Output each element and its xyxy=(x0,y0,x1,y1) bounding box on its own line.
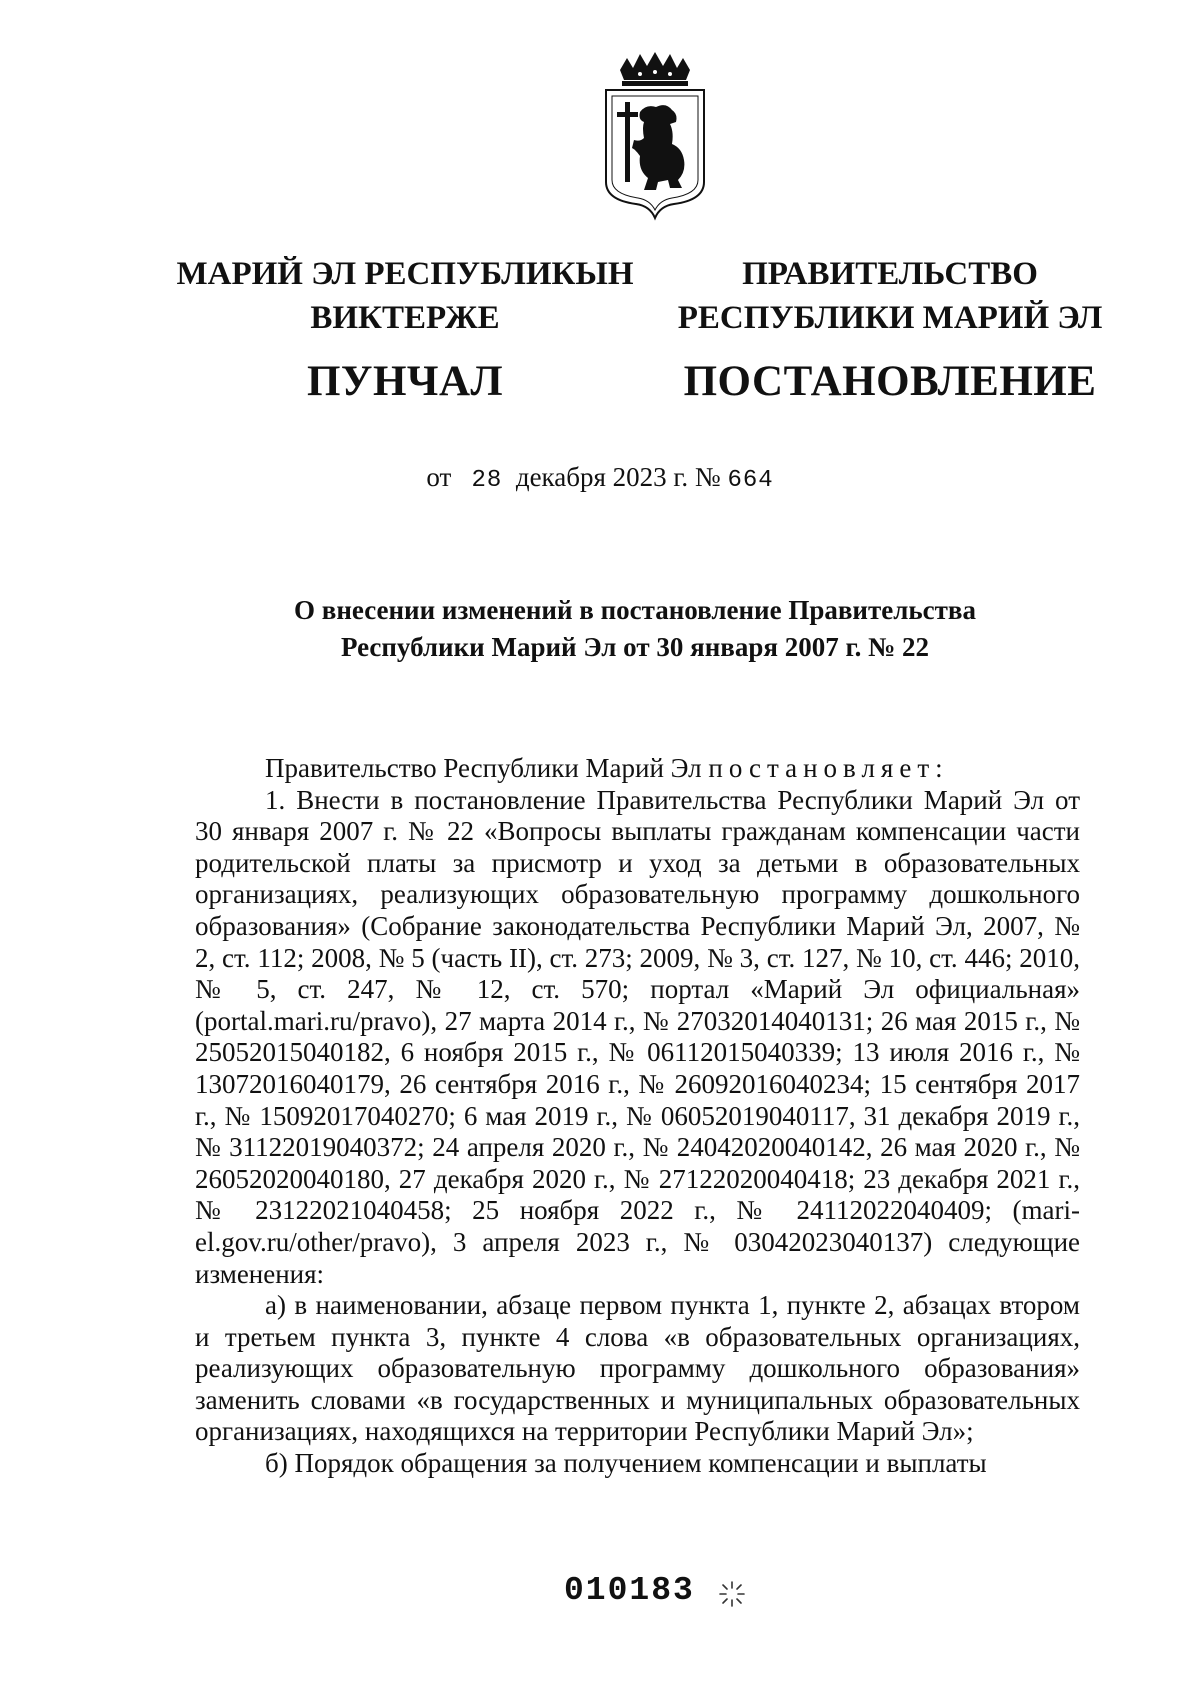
body-paragraph-3: б) Порядок обращения за получением компенсации и выплаты xyxy=(265,1448,987,1479)
snowflake-mark-icon xyxy=(718,1580,746,1608)
decree-title-line2: Республики Марий Эл от 30 января 2007 г. № 22 xyxy=(340,632,930,662)
dateline-number: 664 xyxy=(727,467,774,494)
dateline-day: 28 xyxy=(471,467,503,494)
header-russian xyxy=(655,252,1125,410)
header-russian-doc-type: ПОСТАНОВЛЕНИЕ xyxy=(683,358,1097,405)
header-mari xyxy=(170,252,640,410)
header-mari-doc-type: ПУНЧАЛ xyxy=(306,358,504,405)
header-mari-line1: МАРИЙ ЭЛ РЕСПУБЛИКЫН xyxy=(176,256,634,292)
body-intro-text: Правительство Республики Марий Эл xyxy=(265,753,709,783)
decree-title xyxy=(250,592,1020,666)
body-paragraph-1: 1. Внести в постановление Правительства Республики Марий Эл от 30 января 2007 г. № 22 «Вопросы выплаты гражданам компенсации части родительской платы за присмотр и уход за детьми в образовательных организациях, реализующих образовательную программу дошкольного образования» (Собрание законодательства Республики Марий Эл, 2007, № 2, ст. 112; 2008, № 5 (часть II), ст. 273; 2009, № 3, ст. 127, № 10, ст. 446; 2010, № 5, ст. 247, № 12, ст. 570; портал «Марий Эл официальная» (portal.mari.ru/pravo), 27 марта 2014 г., № 27032014040131; 26 мая 2015 г., № 25052015040182, 6 ноября 2015 г., № 06112015040339; 13 июля 2016 г., № 13072016040179, 26 сентября 2016 г., № 26092016040234; 15 сентября 2017 г., № 15092017040270; 6 мая 2019 г., № 06052019040117, 31 декабря 2019 г., № 31122019040372; 24 апреля 2020 г., № 24042020040142, 26 мая 2020 г., № 26052020040180, 27 декабря 2020 г., № 27122020040418; 23 декабря 2021 г., № 23122021040458; 25 ноября 2022 г., № 24112022040409; (mari-el.gov.ru/other/pravo), 3 апреля 2023 г., № 03042023040137) следующие изменения: xyxy=(195,784,1080,1289)
body-paragraph-2: а) в наименовании, абзаце первом пункта 1, пункте 2, абзацах втором и третьем пункта 3, пункте 4 слова «в образовательных организациях, реализующих образовательную программу дошкольного образования» заменить словами «в государственных и муниципальных образовательных организациях, находящихся на территории Республики Марий Эл»; xyxy=(195,1290,1080,1447)
body-intro-spaced: постановляет: xyxy=(708,753,949,783)
header-mari-line2: ВИКТЕРЖЕ xyxy=(310,300,500,336)
header-russian-line2: РЕСПУБЛИКИ МАРИЙ ЭЛ xyxy=(677,300,1103,336)
serial-number: 010183 xyxy=(564,1572,695,1609)
decree-dateline xyxy=(0,462,1200,494)
body-intro xyxy=(195,753,1080,785)
coat-of-arms-emblem-icon xyxy=(600,52,710,222)
header-russian-line1: ПРАВИТЕЛЬСТВО xyxy=(742,256,1038,292)
dateline-month-year: декабря 2023 г. № xyxy=(515,462,721,492)
decree-body xyxy=(195,753,1080,1480)
decree-title-line1: О внесении изменений в постановление Правительства xyxy=(294,595,976,625)
dateline-prefix: от xyxy=(426,462,452,492)
